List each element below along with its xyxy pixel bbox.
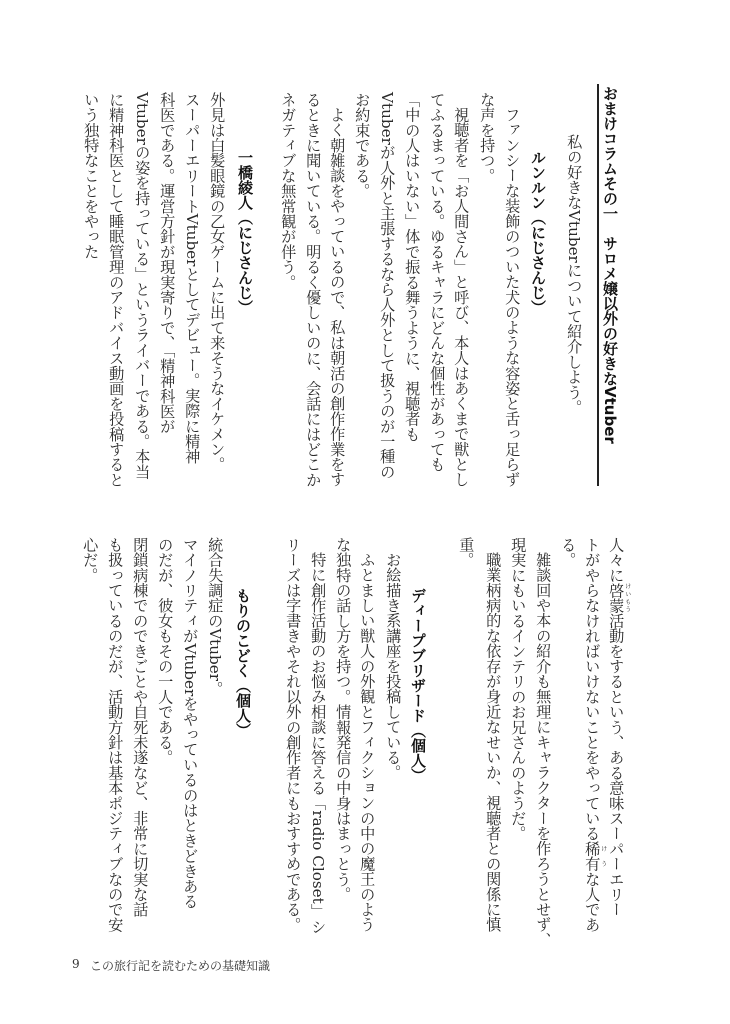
text-line: な声を持つ。 (478, 92, 497, 184)
text-line: 統合失調症のVtuber。 (206, 537, 225, 697)
section-heading: もりのこどく（個人） (234, 588, 252, 738)
section-heading: 一橋綾人（にじさんじ） (236, 150, 254, 315)
text-line: Vtuberが人外と主張するなら人外として扱うのが一種の (378, 92, 397, 480)
text-line: 雑談回や本の紹介も無理にキャラクターを作ろうとせず、 (534, 552, 553, 948)
text-line: も扱っているのだが、活動方針は基本ポジティブなので安 (106, 537, 125, 933)
text-line: いう独特なことをやった (82, 92, 101, 260)
text-line: てふるまっている。ゆるキャラにどんな個性があっても (428, 92, 447, 472)
text-line: ファンシーな装飾のついた犬のような容姿と舌っ足らず (503, 107, 522, 487)
intro-text: 私の好きなVtuberについて紹介しよう。 (565, 134, 584, 415)
text-line: 現実にもいるインテリのお兄さんのようだ。 (509, 537, 528, 841)
text-line: 科医である。運営方針が現実寄りで、「精神科医が (158, 92, 177, 434)
text-line: に精神科医として睡眠管理のアドバイス動画を投稿すると (107, 92, 126, 488)
text-line: 外見は白髪眼鏡の乙女ゲームに出て来そうなイケメン。 (208, 92, 227, 472)
text-line: スーパーエリートVtuberとしてデビュー。実際に精神 (183, 92, 202, 465)
text-line: よく朝雑談をやっているので、私は朝活の創作作業をす (328, 107, 347, 487)
header-rule (597, 84, 599, 486)
text-line: のだが、彼女もその一人である。 (156, 537, 175, 765)
text-line: ネガティブな無常観が伴う。 (279, 92, 298, 290)
text-line: 閉鎖病棟でのできごとや自死未遂など、非常に切実な話 (131, 537, 150, 917)
text-line: 特に創作活動のお悩み相談に答える「radio Closet」シ (309, 552, 328, 935)
text-line: 人々に啓蒙けいもう活動をするという、ある意味スーパーエリー (607, 537, 631, 918)
text-line: マイノリティがVtuberをやっているのはときどきある (181, 537, 200, 910)
text-line: 視聴者を「お人間さん」と呼び、本人はあくまで獣とし (452, 107, 471, 487)
text-line: お絵描き系講座を投稿している。 (384, 552, 403, 780)
column-header: おまけコラムその一 サロメ嬢以外の好きなVtuber (601, 86, 619, 444)
section-heading: ルンルン（にじさんじ） (529, 150, 547, 315)
text-line: 重。 (457, 537, 476, 568)
text-line: 「中の人はいない」体で振る舞うように、視聴者も (403, 92, 422, 442)
text-line: 心だ。 (81, 537, 100, 583)
section-heading: ディープブリザード（個人） (409, 588, 427, 783)
text-line: 職業柄病的な依存が身近なせいか、視聴者との関係に慎 (484, 552, 503, 932)
text-line: ふとましい獣人の外観とフィクションの中の魔王のよう (358, 552, 377, 932)
ruby-word: 啓蒙けいもう (607, 582, 631, 614)
text-line: Vtuberの姿を持っている」というライバーである。本当 (133, 92, 152, 480)
text-line: お約束である。 (353, 92, 372, 199)
text-line: るときに聞いている。明るく優しいのに、会話にはどこか (304, 92, 323, 488)
ruby-word: 稀有けう (583, 841, 607, 872)
page-number: 9 (72, 957, 80, 971)
text-line: トがやらなければいけないことをやっている稀有けうな人であ (583, 537, 607, 933)
running-title: この旅行記を読むための基礎知識 (90, 959, 271, 973)
text-line: な独特の話し方を持つ。情報発信の中身はまっとう。 (334, 537, 353, 902)
text-line: リーズは字書きやそれ以外の創作者にもおすすめである。 (284, 537, 303, 933)
text-line: る。 (559, 537, 578, 568)
